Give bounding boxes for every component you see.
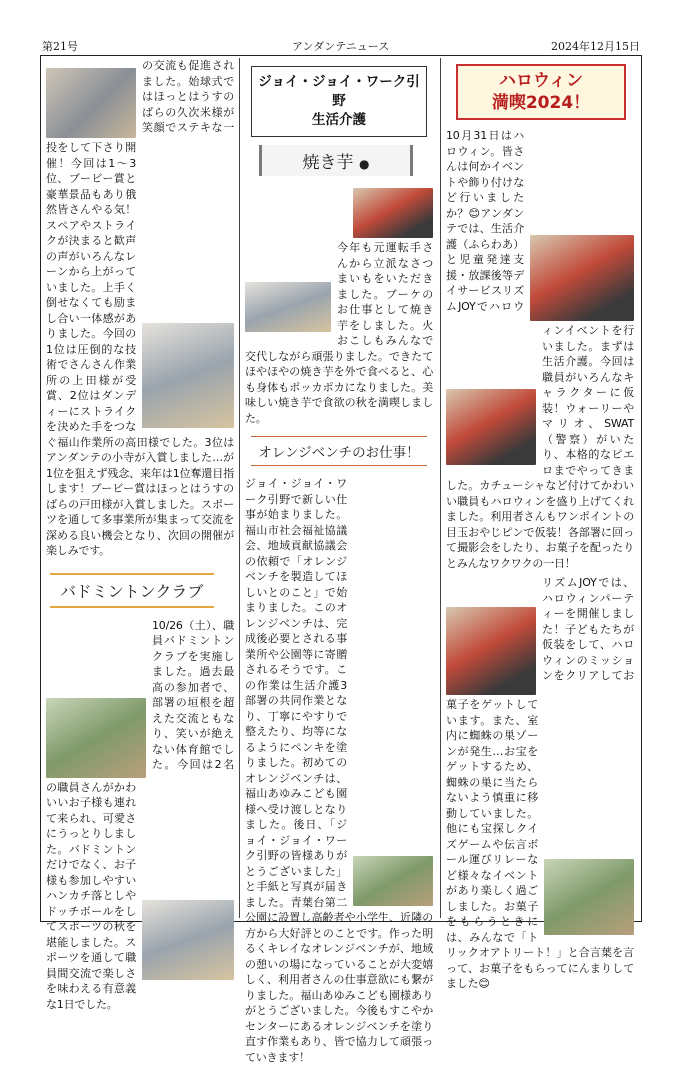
column-bowling-badminton: [46, 58, 234, 1011]
photo-badminton-gym: [142, 900, 234, 980]
badminton-article-text: 10/26（土）、職員バドミントンクラブを実施しました。過去最高の参加者で、部署の垣根を超えた交流ともなり、笑いが絶えない体育館でした。今回は2名の職員さんがかわいいお子様も連れて来られ、可愛さにうっとりしました。バドミントンだけでなく、お子様も参加しやすいハンカチ落としやドッチボールをしてスポーツの秋を堪能しました。スポーツを通して職員間交流で楽しさを味わえる有意義な1日でした。: [46, 618, 234, 1011]
badminton-heading-text: バドミントンクラブ: [60, 581, 204, 601]
photo-halloween-group: [446, 389, 536, 465]
photo-yakiimo-fire: [353, 188, 433, 238]
photo-bowling-lanes: [142, 323, 234, 428]
joy-work-banner-line1: ジョイ・ジョイ・ワーク引野: [258, 74, 420, 109]
halloween-banner: [456, 64, 626, 120]
halloween-banner-line1: ハロウィン: [499, 71, 583, 91]
newsletter-name: アンダンテニュース: [292, 40, 390, 53]
yakiimo-heading-text: 焼き芋: [302, 153, 354, 173]
column-divider: [239, 58, 240, 918]
photo-orange-bench: [353, 856, 433, 906]
badminton-heading: [50, 573, 214, 608]
photo-bowling-opening: [46, 68, 136, 138]
bowling-article-text: の交流も促進されました。始球式ではほっとはうすのばらの久次米様が笑顔でステキな一投をして下さり開催！今回は1～3位、ブービー賞と豪華景品もあり俄然皆さんやる気！スペアやストライクが決まると歓声の声がいろんなレーンから上がっていました。上手く倒せなくても励まし合い一体感がありました。今回の1位は圧倒的な技術でさんさん作業所の上田様が受賞、2位はダンディーにストライクを決めた手をつなぐ福山作業所の高田様でした。3位はアンダンテの小寺が入賞しました…が1位を狙えず残念、来年は1位奪還目指します！ブービー賞はほっとはうすのばらの戸田様が入賞しました。スポーツを通して多事業所が集まって交流を深める良い機会となり、次回の開催が楽しみです。: [46, 59, 234, 557]
rhythm-joy-article-text: リズムJOYでは、ハロウィンパーティーを開催しました！子どもたちが仮装をして、ハロウィンのミッションをクリアしてお菓子をゲットしています。また、室内に蜘蛛の巣ゾーンが発生…お宝をゲットするため、蜘蛛の巣に当たらないよう慎重に移動していました。他にも宝探しクイズゲームや伝言ボール運びリレーなど様々なイベントがあり楽しく過ごしました。お菓子をもらうときには、みんなで「トリックオアトリート！」と合言葉を言って、お菓子をもらってにんまりしてました😊: [446, 576, 634, 990]
issue-number: 第21号: [42, 40, 78, 53]
orange-bench-heading: [251, 436, 427, 466]
photo-halloween-staff: [530, 235, 634, 321]
yakiimo-article-text: 今年も元運転手さんから立派なさつまいもをいただきました。ブーケのお仕事として焼き芋をしました。火おこしもみんなで交代しながら頑張りました。できたてほやほやの焼き芋を外で食べると、心も身体もポッカポカになりました。美味しい焼き芋で食欲の秋を満喫しました。: [245, 241, 433, 425]
photo-yakiimo-eating: [245, 282, 331, 332]
photo-badminton-group: [46, 698, 146, 778]
column-divider: [440, 58, 441, 918]
orange-bench-heading-text: オレンジベンチのお仕事！: [258, 445, 420, 461]
column-joy-work-hikino: [245, 58, 433, 1064]
orange-bench-article-text: ジョイ・ジョイ・ワーク引野で新しい仕事が始まりました。福山市社会福祉協議会、地域貢献協議会の依頼で「オレンジベンチを製造してほしいとのこと」で始まりました。このオレンジベンチは、完成後必要とされる事業所や公園等に寄贈されるそうです。この作業は生活介護3部署の共同作業となり、丁寧にやすりで整えたり、均等になるようにペンキを塗りました。初めてのオレンジベンチは、福山あゆみこども園様へ受け渡しとなりました。後日、「ジョイ・ジョイ・ワーク引野の皆様ありがとうございました」と手紙と写真が届きました。青葉台第二公園に設置し高齢者や小学生、近隣の方から大好評とのことです。作った明るくキレイなオレンジベンチが、地域の憩いの場になっていることが大変嬉しく、利用者さんの仕事意欲にも繋がりました。福山あゆみこども園様ありがとうございました。今後もすこやかセンターにあるオレンジベンチを塗り直す作業もあり、皆で協力して頑張っていきます！: [245, 477, 433, 1064]
photo-rhythm-joy-party: [446, 607, 536, 695]
sweet-potato-icon: ●: [358, 157, 370, 171]
joy-work-banner: [251, 66, 427, 137]
joy-work-banner-line2: 生活介護: [312, 112, 366, 128]
photo-spider-web-zone: [544, 859, 634, 935]
column-halloween: [446, 58, 634, 990]
halloween-banner-line2: 満喫2024！: [491, 93, 591, 113]
issue-date: 2024年12月15日: [551, 40, 640, 53]
yakiimo-heading: [259, 145, 413, 176]
halloween-article-text: 10月31日はハロウィン。皆さんは何かイベントや飾り付けなど行いましたか？😊アンダンテでは、生活介護（ふらわあ）と児童発達支援・放課後等デイサービスリズムJOYでハロウィンイベントを行いました。まずは生活介護。今回は職員がいろんなキャラクターに仮装！ウォーリーやマリオ、SWAT（警察）がいたり、本格的なピエロまでやってきました。カチューシャなど付けてかわいい職員もハロウィンを盛り上げてくれました。利用者さんもワンポイントの目玉おやじピンで仮装！各部署に回って撮影会をしたり、お菓子を配ったりとみんなワクワクの一日！: [446, 129, 634, 570]
